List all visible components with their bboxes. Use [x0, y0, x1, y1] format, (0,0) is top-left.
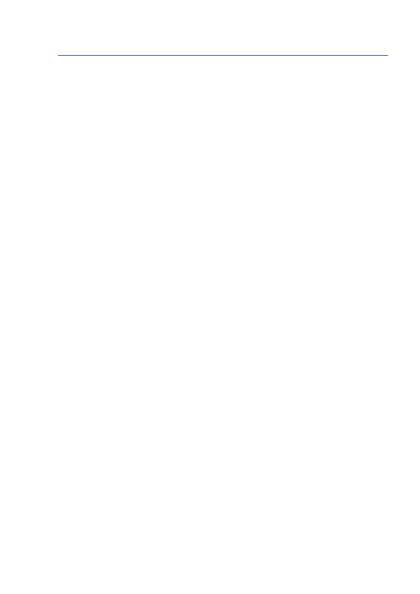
emotion-wheel-figure: [174, 297, 398, 554]
header-divider: [58, 55, 388, 56]
emotion-wheel-diagram: [174, 349, 398, 554]
side-column-text: [60, 296, 168, 298]
article-body: [60, 86, 393, 89]
